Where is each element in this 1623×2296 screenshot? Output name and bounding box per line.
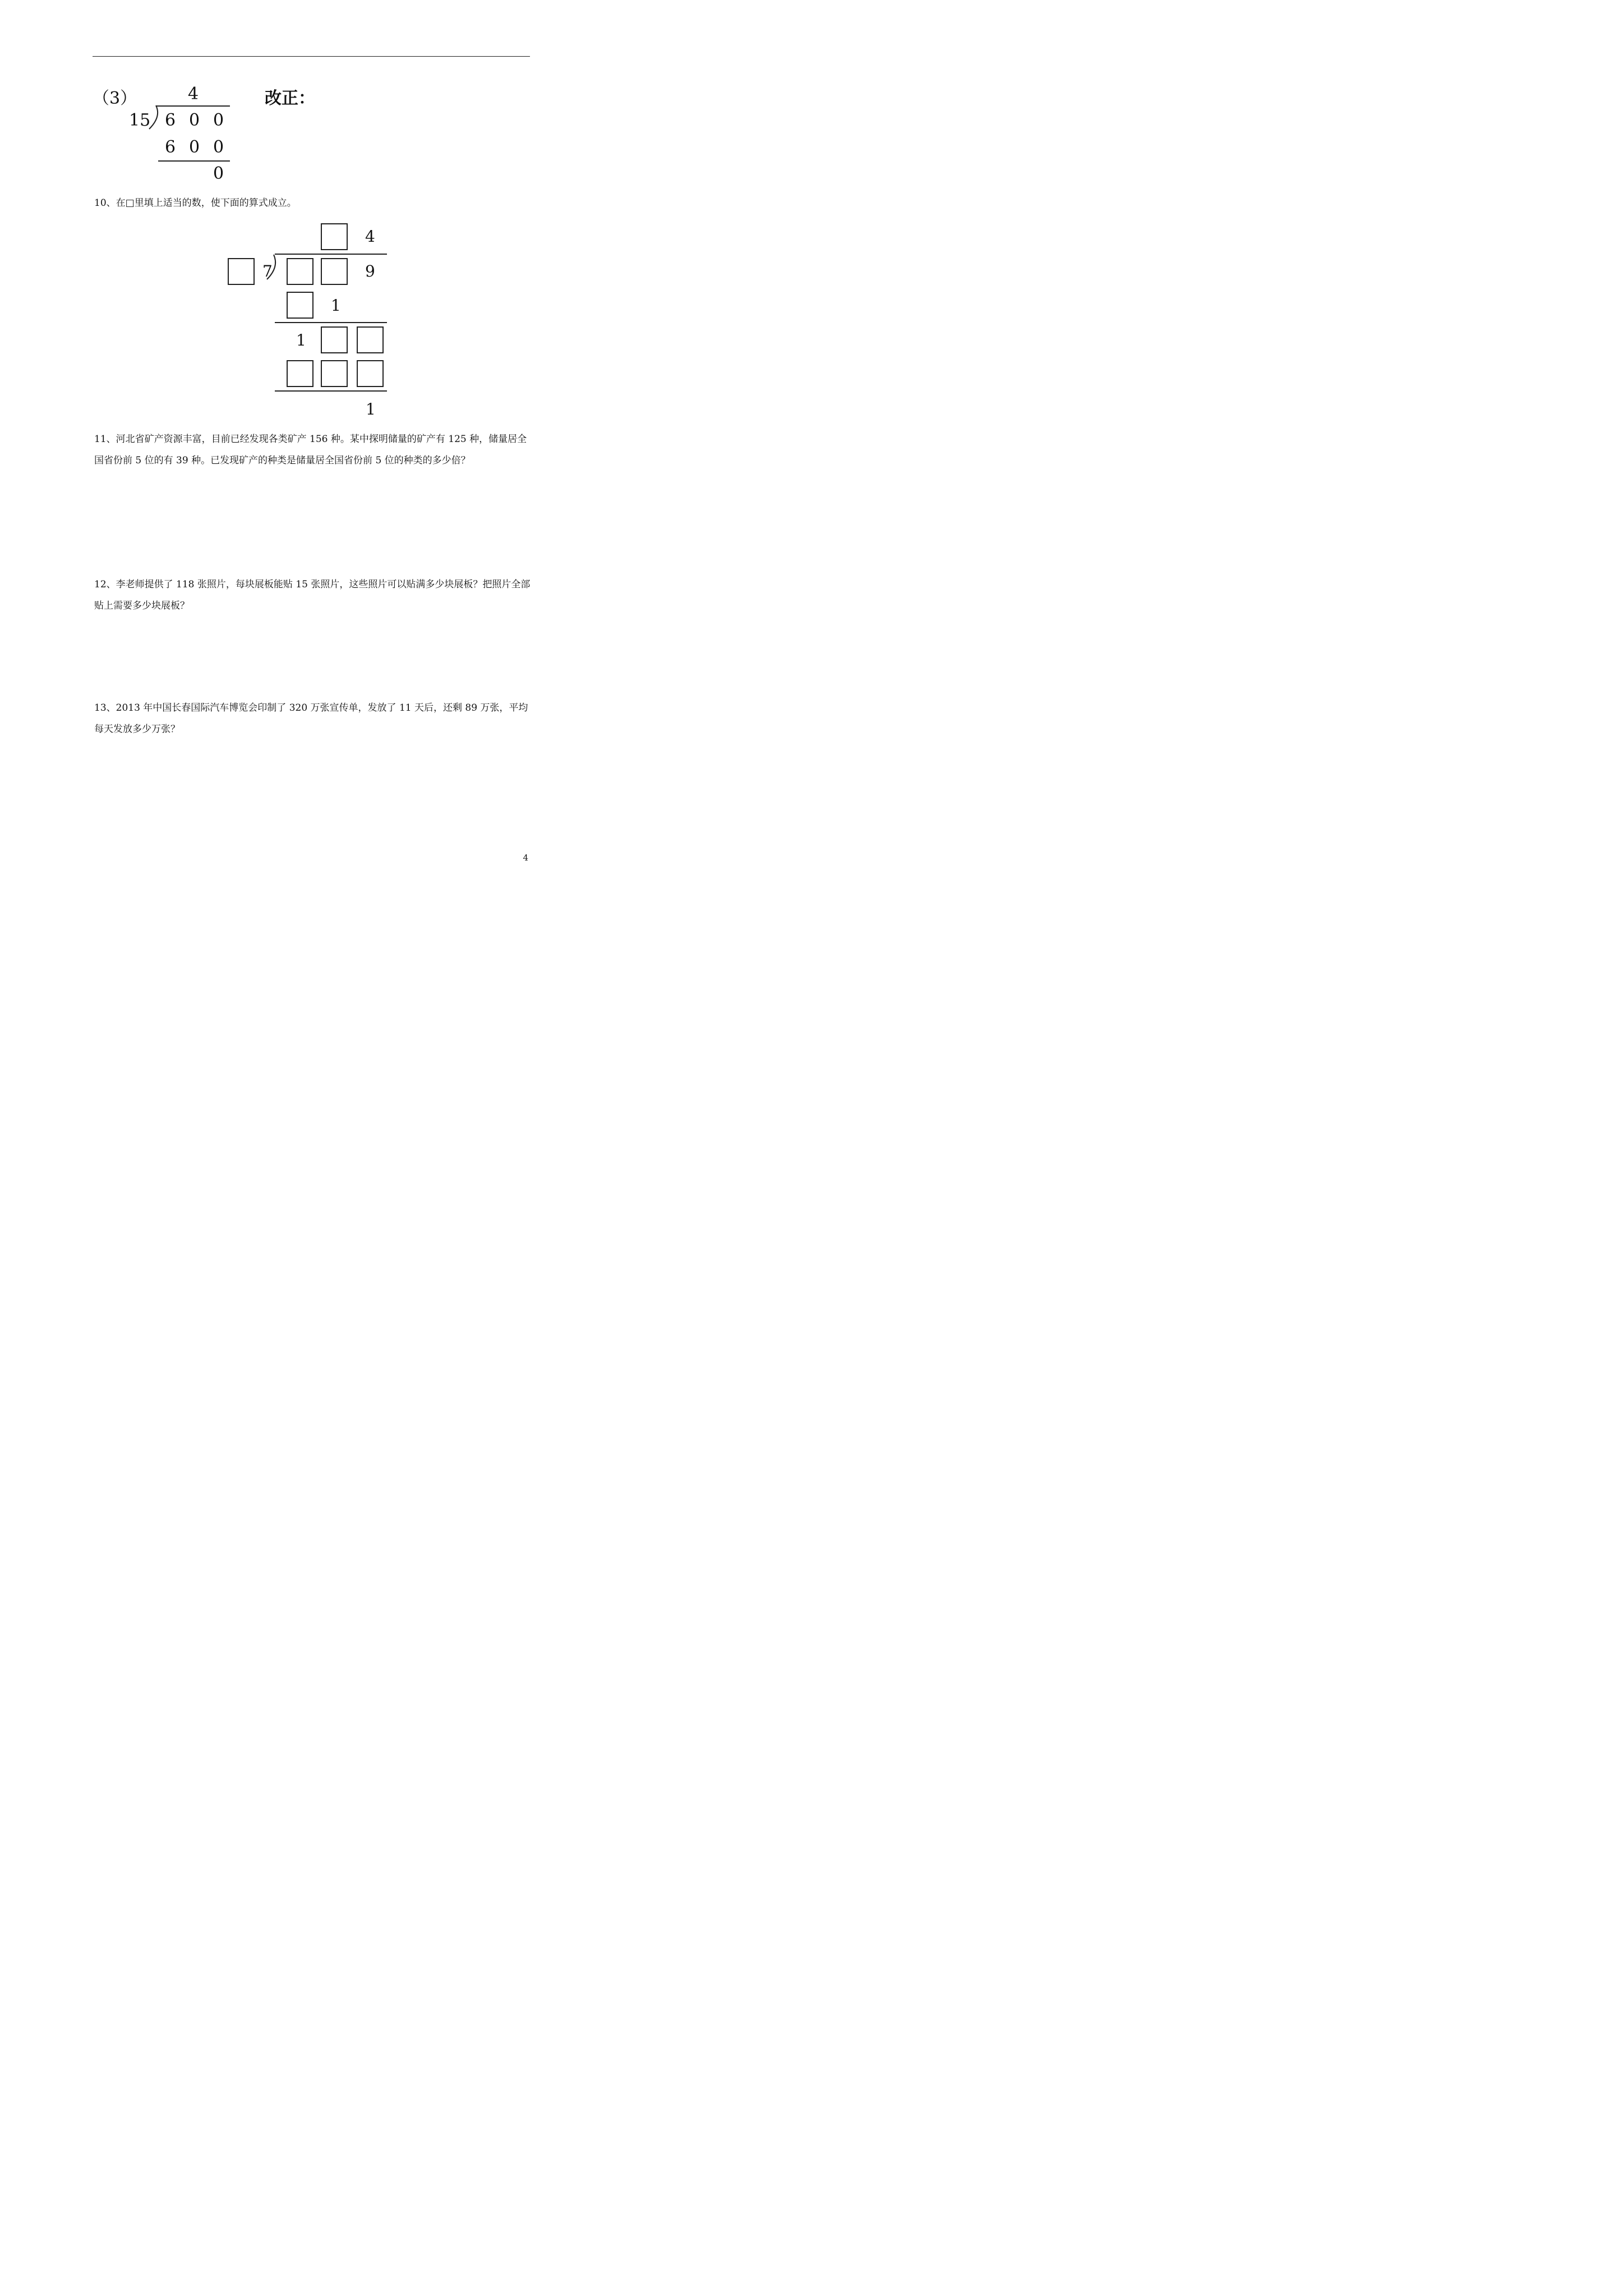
dividend-digit: 0 bbox=[213, 111, 224, 130]
quotient: 4 bbox=[188, 84, 199, 104]
partial-product-digit: 1 bbox=[331, 296, 341, 315]
answer-box[interactable] bbox=[321, 360, 348, 387]
answer-box[interactable] bbox=[321, 223, 348, 250]
answer-box[interactable] bbox=[357, 360, 384, 387]
answer-box[interactable] bbox=[287, 292, 313, 319]
divisor-digit: 7 bbox=[262, 262, 273, 280]
header-rule bbox=[93, 56, 530, 57]
page-number: 4 bbox=[523, 853, 528, 863]
dividend-digit: 6 bbox=[165, 111, 176, 130]
second-row-digit: 1 bbox=[296, 331, 306, 349]
division-bar bbox=[275, 254, 387, 255]
product-digit: 0 bbox=[213, 137, 224, 157]
subtraction-line bbox=[158, 160, 230, 162]
subtraction-line bbox=[275, 390, 387, 392]
answer-box[interactable] bbox=[287, 258, 313, 285]
remainder: 1 bbox=[366, 400, 376, 418]
question-10-text: 10、在□里填上适当的数，使下面的算式成立。 bbox=[94, 197, 297, 209]
remainder: 0 bbox=[213, 164, 224, 183]
question-12-text: 12、李老师提供了 118 张照片，每块展板能贴 15 张照片，这些照片可以贴满多少块展板？把照片全部贴上需要多少块展板？ bbox=[94, 579, 531, 611]
product-digit: 6 bbox=[165, 137, 176, 157]
dividend-digit: 9 bbox=[365, 262, 375, 280]
divisor: 15 bbox=[129, 111, 151, 130]
subtraction-line bbox=[275, 322, 387, 323]
answer-box[interactable] bbox=[287, 360, 313, 387]
answer-box[interactable] bbox=[321, 258, 348, 285]
division-bar bbox=[156, 105, 230, 107]
answer-box[interactable] bbox=[321, 326, 348, 353]
question-11-text: 11、河北省矿产资源丰富，目前已经发现各类矿产 156 种。某中探明储量的矿产有 125 种，储量居全国省份前 5 位的有 39 种。已发现矿产的种类是储量居全国省份前 5 位的种类的多少倍？ bbox=[94, 434, 527, 466]
answer-box[interactable] bbox=[228, 258, 255, 285]
answer-box[interactable] bbox=[357, 326, 384, 353]
product-digit: 0 bbox=[189, 137, 200, 157]
correction-label: 改正： bbox=[265, 89, 315, 108]
problem-3-label: （3） bbox=[93, 89, 137, 108]
quotient-digit: 4 bbox=[365, 227, 375, 246]
question-13-text: 13、2013 年中国长春国际汽车博览会印制了 320 万张宣传单，发放了 11 天后，还剩 89 万张，平均每天发放多少万张？ bbox=[94, 702, 528, 735]
dividend-digit: 0 bbox=[189, 111, 200, 130]
